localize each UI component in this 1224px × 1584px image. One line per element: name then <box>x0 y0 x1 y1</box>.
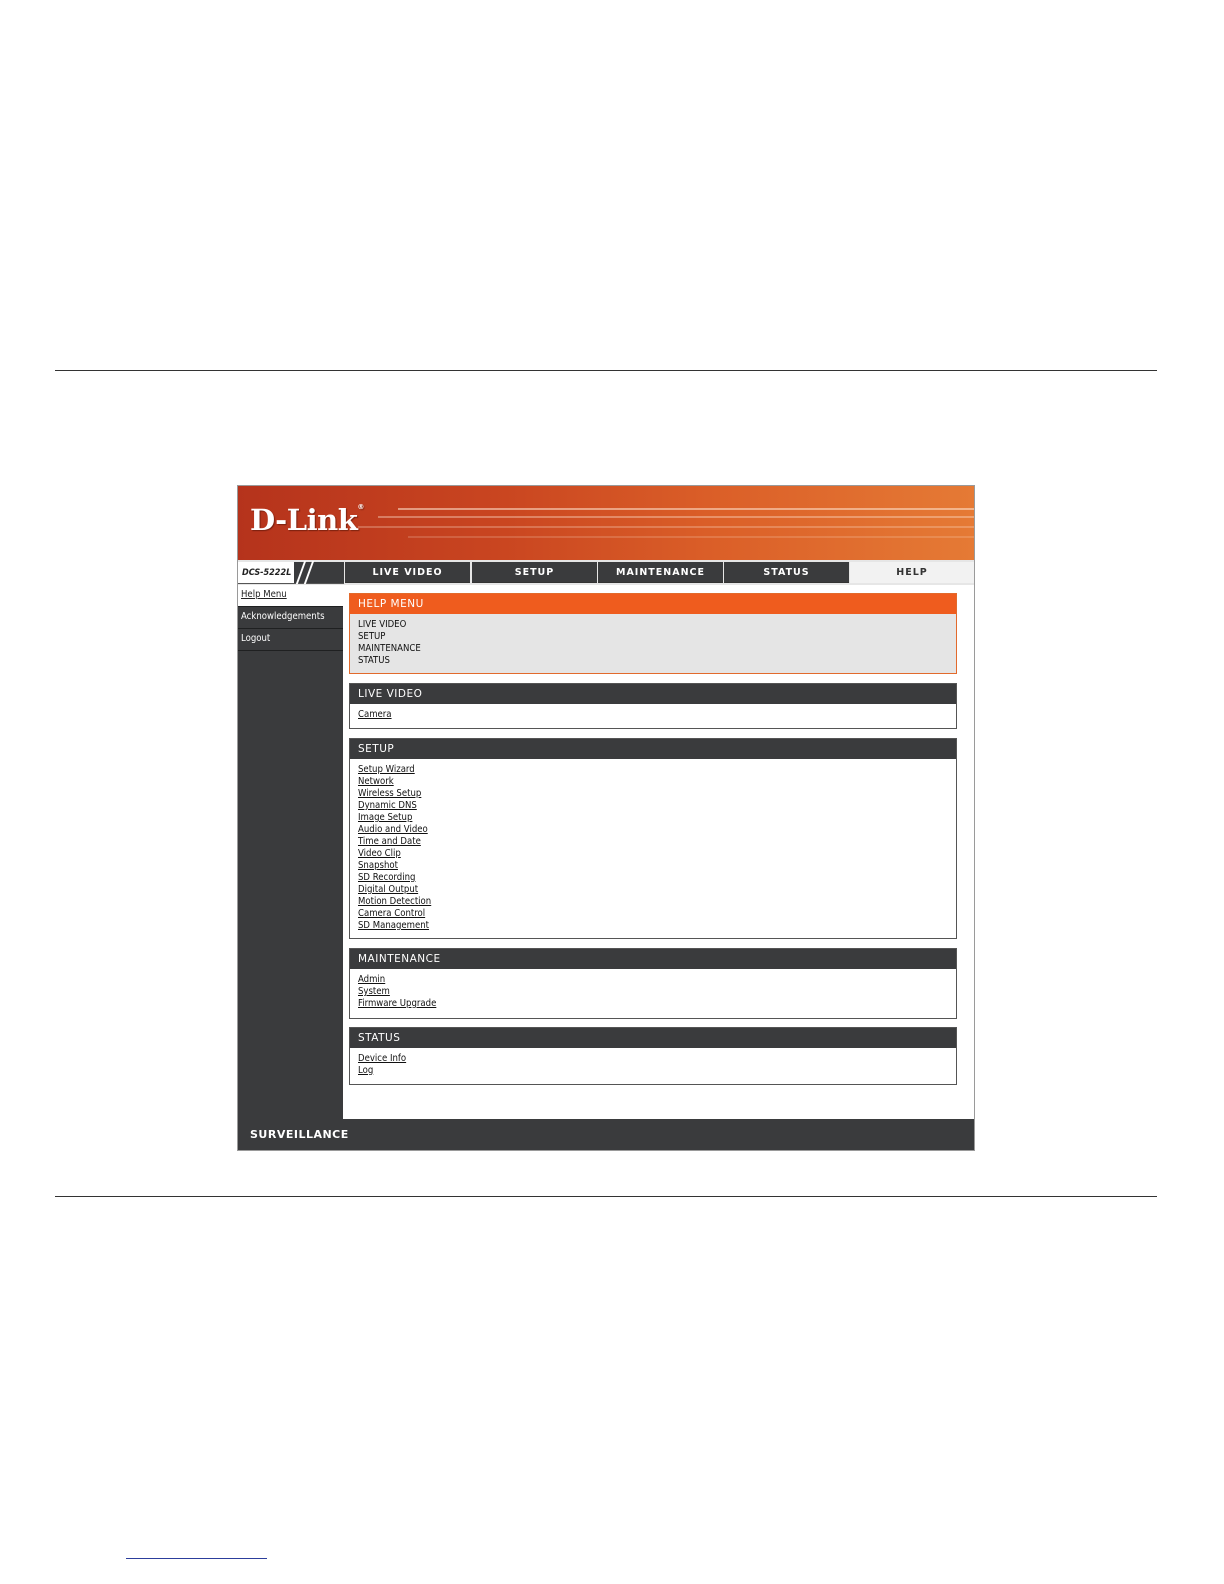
help-menu-item: MAINTENANCE <box>358 643 421 654</box>
page-rule-bottom <box>55 1196 1157 1197</box>
help-menu-item: LIVE VIDEO <box>358 619 407 630</box>
tab-setup[interactable]: SETUP <box>472 562 597 583</box>
help-link[interactable]: Device Info <box>358 1053 407 1064</box>
tab-help[interactable]: HELP <box>850 562 974 583</box>
section-title: LIVE VIDEO <box>350 684 956 704</box>
help-link[interactable]: Setup Wizard <box>358 764 415 775</box>
footer-bar <box>238 1119 974 1150</box>
help-link-camera[interactable]: Camera <box>358 709 392 720</box>
model-label: DCS-5222L <box>238 562 344 584</box>
tab-maintenance[interactable]: MAINTENANCE <box>598 562 723 583</box>
live-video-section <box>349 683 957 729</box>
nav-bar <box>238 560 974 585</box>
sidebar-item-acknowledgements[interactable]: Acknowledgements <box>238 607 343 629</box>
help-link[interactable]: SD Recording <box>358 872 416 883</box>
help-menu-item: STATUS <box>358 655 390 666</box>
status-section <box>349 1027 957 1085</box>
help-link[interactable]: Log <box>358 1065 374 1076</box>
dlink-logo: D-Link® <box>250 503 364 537</box>
help-link[interactable]: SD Management <box>358 920 430 931</box>
dlink-banner <box>238 486 974 560</box>
sidebar <box>238 585 343 1119</box>
help-link[interactable]: Dynamic DNS <box>358 800 417 811</box>
camera-web-ui <box>237 485 975 1151</box>
help-link[interactable]: Snapshot <box>358 860 398 871</box>
section-title: SETUP <box>350 739 956 759</box>
help-menu-box <box>349 593 957 674</box>
footer-link-underline <box>126 1558 267 1559</box>
section-title: STATUS <box>350 1028 956 1048</box>
help-link[interactable]: Admin <box>358 974 386 985</box>
help-link[interactable]: Motion Detection <box>358 896 432 907</box>
help-link[interactable]: Firmware Upgrade <box>358 998 437 1009</box>
help-menu-title: HELP MENU <box>350 594 956 614</box>
setup-section <box>349 738 957 939</box>
help-menu-item: SETUP <box>358 631 386 642</box>
help-link[interactable]: Time and Date <box>358 836 421 847</box>
surveillance-brand: SURVEILLANCE <box>250 1128 349 1141</box>
help-link[interactable]: Image Setup <box>358 812 413 823</box>
sidebar-item-help-menu[interactable]: Help Menu <box>238 585 343 607</box>
help-link[interactable]: Wireless Setup <box>358 788 422 799</box>
page-rule-top <box>55 370 1157 371</box>
section-title: MAINTENANCE <box>350 949 956 969</box>
help-link[interactable]: Digital Output <box>358 884 419 895</box>
sidebar-item-logout[interactable]: Logout <box>238 629 343 651</box>
help-link[interactable]: Video Clip <box>358 848 401 859</box>
tab-live-video[interactable]: LIVE VIDEO <box>345 562 470 583</box>
help-link[interactable]: Camera Control <box>358 908 426 919</box>
maintenance-section <box>349 948 957 1019</box>
tab-status[interactable]: STATUS <box>724 562 849 583</box>
help-link[interactable]: System <box>358 986 390 997</box>
help-link[interactable]: Network <box>358 776 394 787</box>
help-link[interactable]: Audio and Video <box>358 824 428 835</box>
